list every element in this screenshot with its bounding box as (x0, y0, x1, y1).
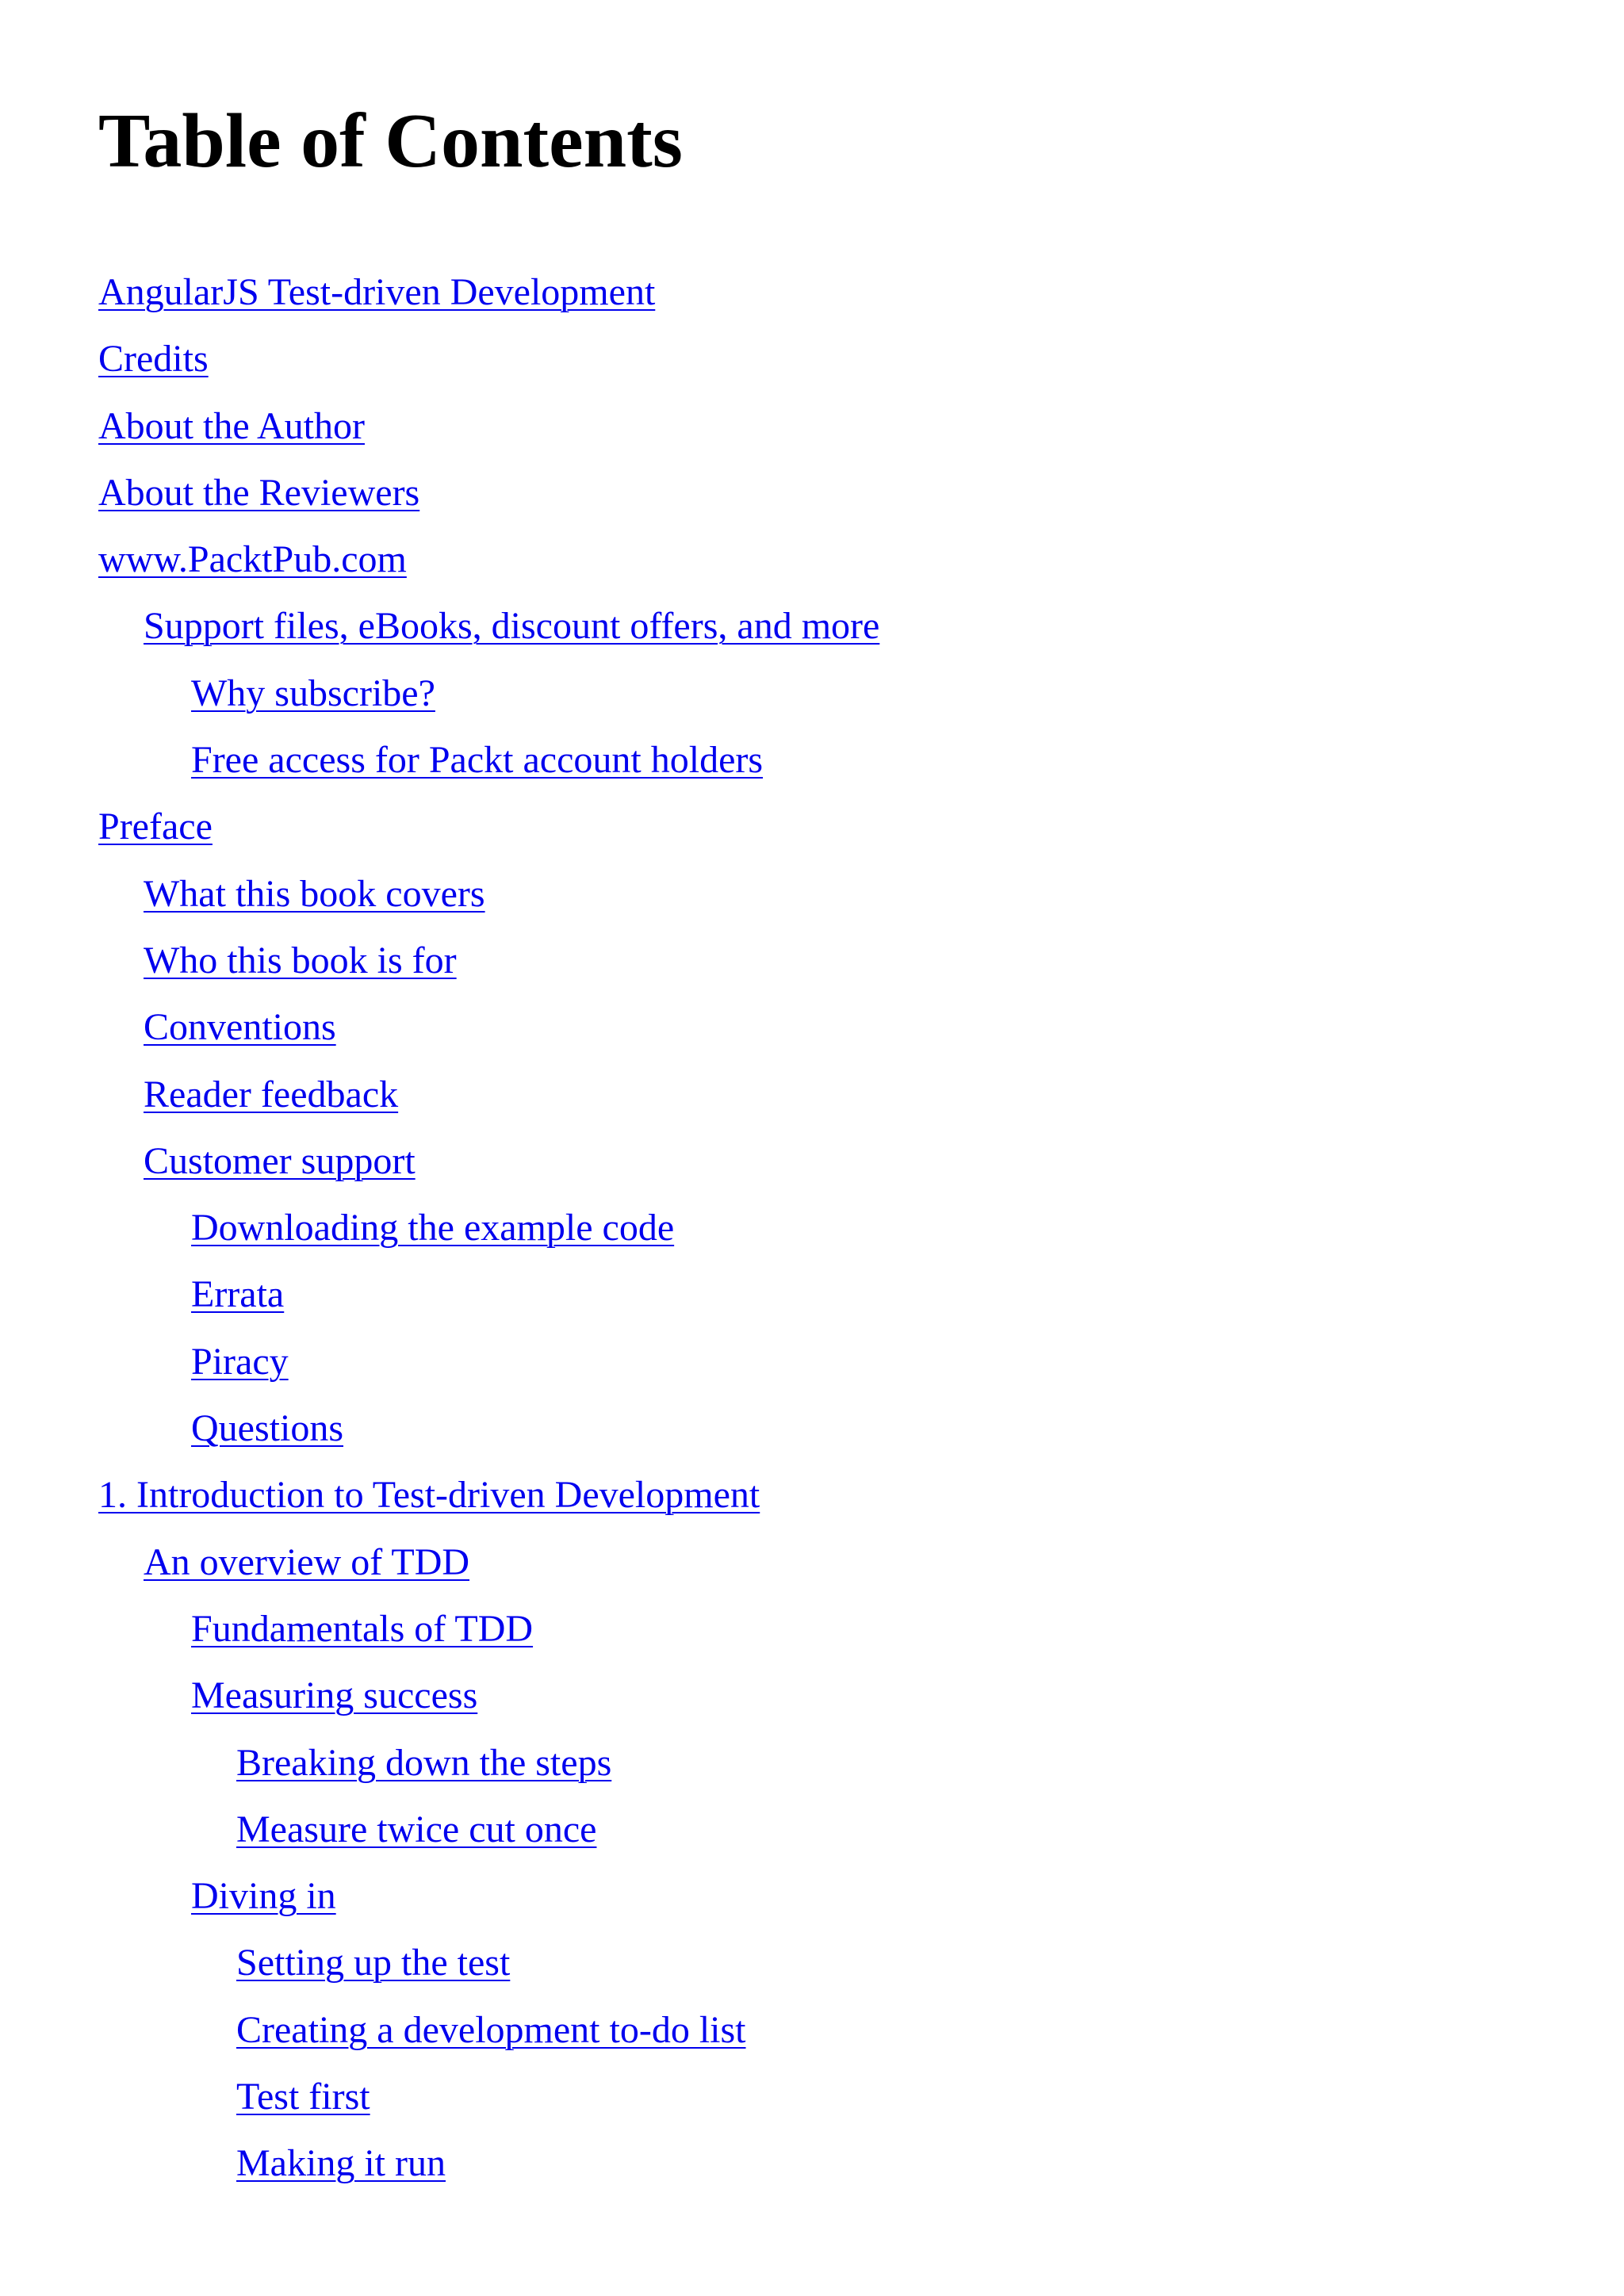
toc-entry (98, 1266, 879, 1333)
toc-entry (98, 2135, 879, 2202)
toc-entry (98, 1735, 879, 1801)
toc-entry (98, 531, 879, 598)
toc-entry (98, 1066, 879, 1133)
toc-link[interactable]: Errata (191, 1273, 285, 1316)
toc-link[interactable]: AngularJS Test-driven Development (98, 271, 656, 313)
toc-entry (98, 598, 879, 664)
toc-link[interactable]: www.PacktPub.com (98, 538, 407, 581)
toc-entry (98, 665, 879, 732)
toc-entry (98, 1334, 879, 1400)
toc-list (98, 264, 879, 2202)
toc-link[interactable]: Support files, eBooks, discount offers, and more (144, 605, 880, 648)
toc-entry (98, 732, 879, 798)
toc-entry (98, 398, 879, 465)
toc-link[interactable]: Credits (98, 338, 209, 381)
toc-link[interactable]: Measure twice cut once (236, 1808, 597, 1850)
toc-entry (98, 1400, 879, 1467)
toc-link[interactable]: An overview of TDD (144, 1540, 470, 1583)
toc-entry (98, 1934, 879, 2001)
toc-entry (98, 1868, 879, 1934)
toc-link[interactable]: Making it run (236, 2142, 446, 2185)
toc-entry (98, 1801, 879, 1868)
toc-link[interactable]: Questions (191, 1407, 343, 1450)
toc-link[interactable]: About the Author (98, 404, 365, 447)
toc-link[interactable]: Preface (98, 806, 213, 848)
toc-link[interactable]: Downloading the example code (191, 1207, 675, 1249)
page-title: Table of Contents (98, 98, 683, 184)
toc-entry (98, 2002, 879, 2068)
toc-link[interactable]: Who this book is for (144, 939, 457, 982)
toc-link[interactable]: Why subscribe? (191, 672, 435, 714)
toc-link[interactable]: Conventions (144, 1006, 336, 1049)
toc-link[interactable]: Setting up the test (236, 1942, 511, 1984)
toc-entry (98, 1133, 879, 1200)
toc-link[interactable]: What this book covers (144, 872, 485, 915)
toc-link[interactable]: Fundamentals of TDD (191, 1607, 534, 1650)
toc-entry (98, 2068, 879, 2135)
toc-link[interactable]: Breaking down the steps (236, 1741, 612, 1784)
toc-entry (98, 1200, 879, 1266)
toc-entry (98, 1467, 879, 1533)
toc-link[interactable]: Free access for Packt account holders (191, 739, 764, 782)
toc-link[interactable]: Creating a development to-do list (236, 2008, 746, 2051)
toc-link[interactable]: Reader feedback (144, 1073, 399, 1115)
toc-link[interactable]: About the Reviewers (98, 471, 420, 514)
toc-entry (98, 1667, 879, 1734)
toc-link[interactable]: Test first (236, 2076, 370, 2118)
toc-entry (98, 932, 879, 999)
toc-link[interactable]: Customer support (144, 1139, 416, 1182)
toc-entry (98, 999, 879, 1066)
toc-entry (98, 264, 879, 331)
toc-entry (98, 1601, 879, 1667)
toc-entry (98, 465, 879, 531)
toc-entry (98, 1534, 879, 1601)
toc-entry (98, 866, 879, 932)
toc-link[interactable]: 1. Introduction to Test-driven Development (98, 1474, 760, 1517)
toc-entry (98, 798, 879, 865)
toc-link[interactable]: Diving in (191, 1875, 336, 1918)
toc-entry (98, 331, 879, 397)
toc-link[interactable]: Piracy (191, 1340, 289, 1383)
toc-link[interactable]: Measuring success (191, 1674, 478, 1717)
